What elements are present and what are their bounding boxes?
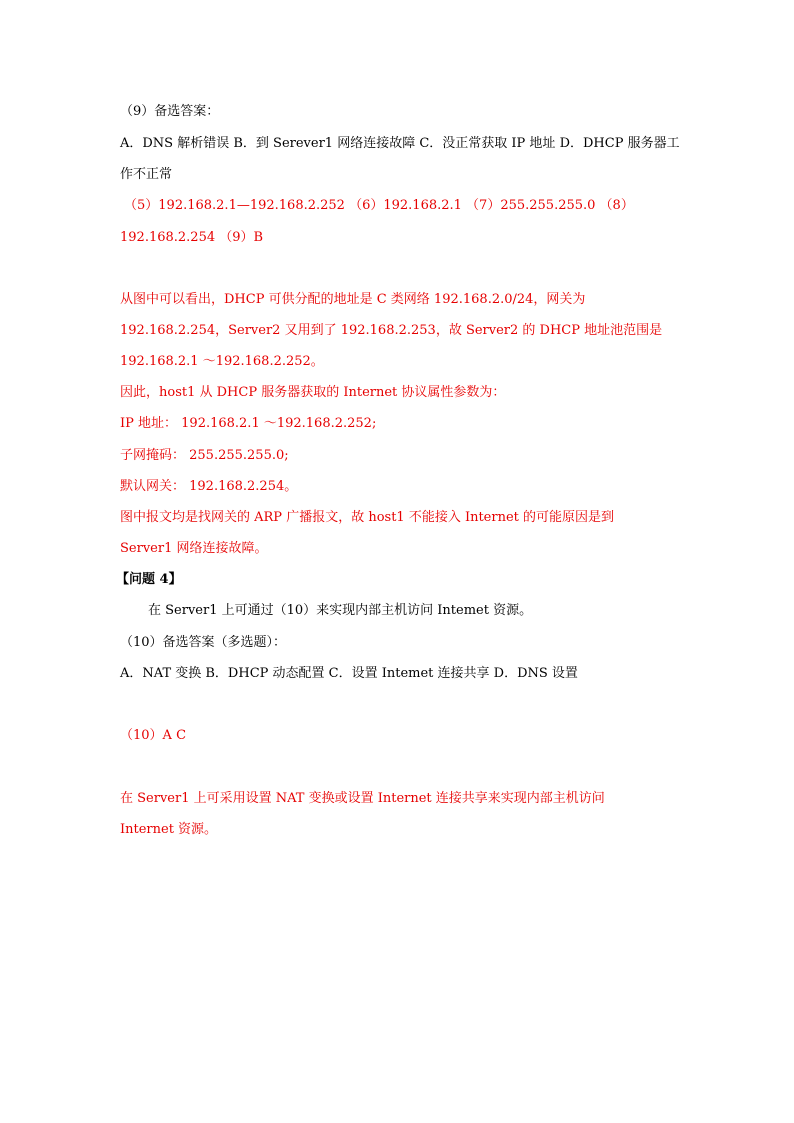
- explanation-9-ip-address: IP 地址： 192.168.2.1 ～192.168.2.252;: [120, 416, 377, 431]
- explanation-10-line-1: 在 Server1 上可采用设置 NAT 变换或设置 Internet 连接共享来实现内部主机访问: [120, 791, 605, 806]
- question-4-prompt: 在 Server1 上可通过（10）来实现内部主机访问 Intemet 资源。: [148, 603, 533, 618]
- explanation-9-line-1: 从图中可以看出，DHCP 可供分配的地址是 C 类网络 192.168.2.0/24，网关为: [120, 292, 586, 307]
- question-9-options-line-2: 作不正常: [120, 167, 173, 182]
- explanation-9-subnet-mask: 子网掩码： 255.255.255.0;: [120, 448, 289, 463]
- explanation-9-line-2: 192.168.2.254，Server2 又用到了 192.168.2.253，故 Server2 的 DHCP 地址池范围是: [120, 323, 663, 338]
- question-9-options-line-1: A．DNS 解析错误 B．到 Serever1 网络连接故障 C．没正常获取 IP 地址 D．DHCP 服务器工: [120, 136, 680, 151]
- question-10-options-heading: （10）备选答案（多选题）：: [120, 635, 287, 650]
- explanation-9-line-9: Server1 网络连接故障。: [120, 541, 268, 556]
- question-10-options: A．NAT 变换 B．DHCP 动态配置 C．设置 Intemet 连接共享 D．DNS 设置: [120, 666, 578, 681]
- question-4-heading: 【问题 4】: [116, 572, 182, 587]
- answer-10: （10）A C: [120, 728, 187, 743]
- explanation-9-default-gateway: 默认网关： 192.168.2.254。: [120, 479, 298, 494]
- answers-5-9-line-2: 192.168.2.254 （9）B: [120, 230, 264, 245]
- explanation-10-line-2: Internet 资源。: [120, 822, 218, 837]
- explanation-9-line-3: 192.168.2.1 ～192.168.2.252。: [120, 354, 324, 369]
- explanation-9-line-8: 图中报文均是找网关的 ARP 广播报文，故 host1 不能接入 Internet 的可能原因是到: [120, 510, 615, 525]
- answers-5-9-line-1: （5）192.168.2.1—192.168.2.252 （6）192.168.2.1 （7）255.255.255.0 （8）: [124, 198, 634, 213]
- question-9-options-heading: （9）备选答案：: [120, 104, 220, 119]
- explanation-9-line-4: 因此，host1 从 DHCP 服务器获取的 Internet 协议属性参数为：: [120, 385, 506, 400]
